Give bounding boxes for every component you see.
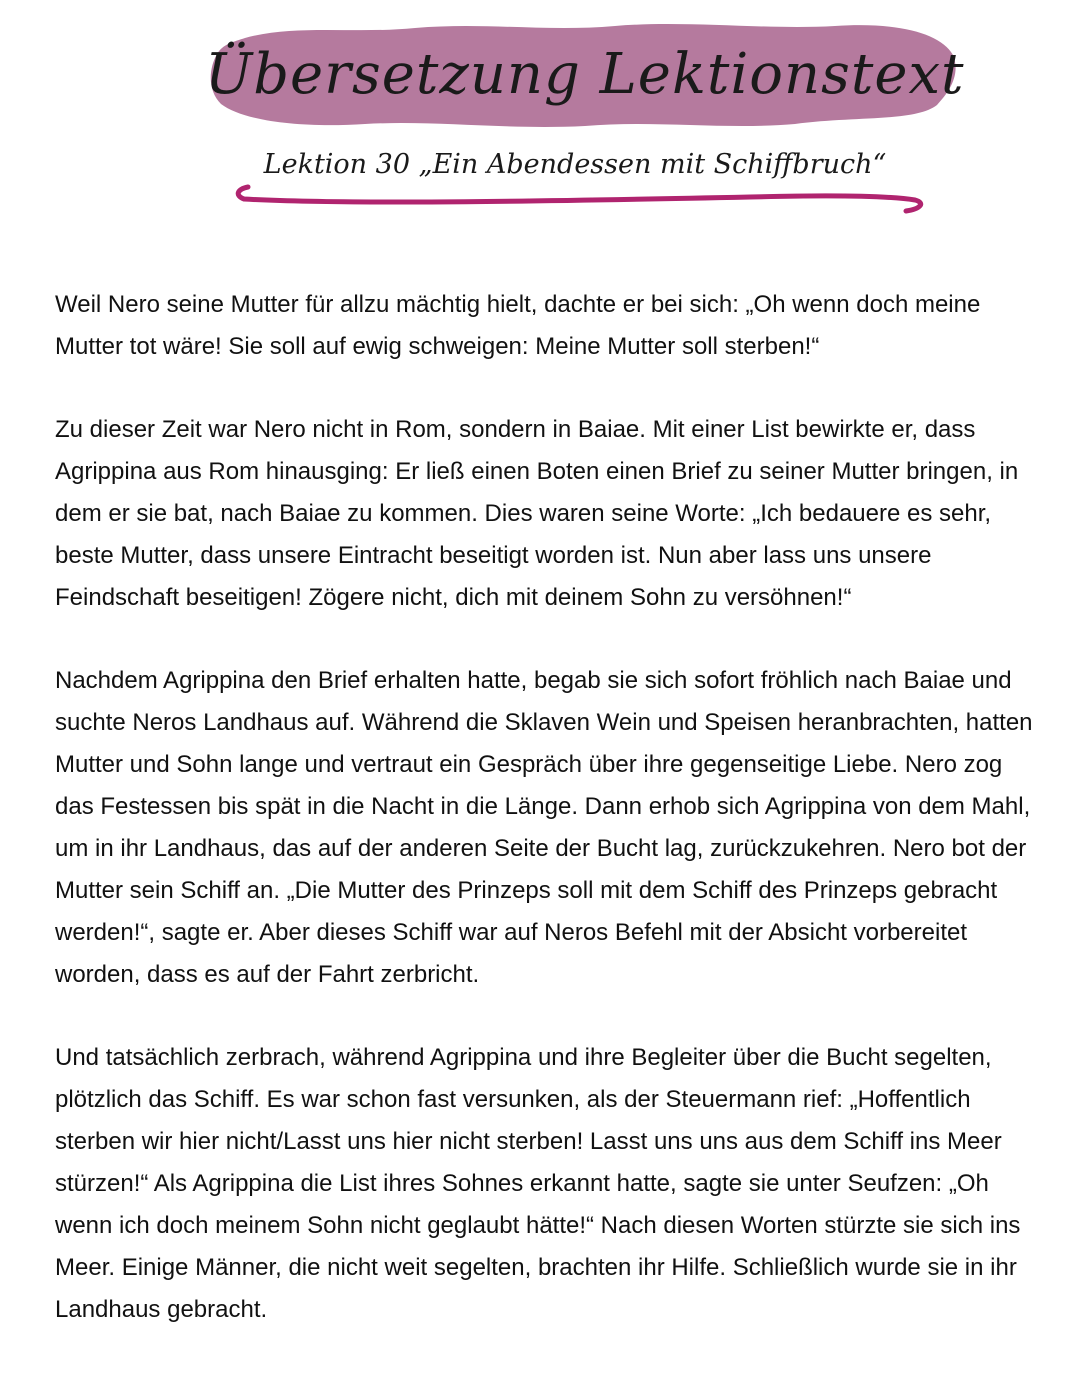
translation-text <box>55 284 1040 1372</box>
subtitle-underline <box>230 165 930 225</box>
paragraph-4: Und tatsächlich zerbrach, während Agrippina und ihre Begleiter über die Bucht segelten, plötzlich das Schiff. Es war schon fast versunken, als der Steuermann rief: „Hoffentlich sterben wir hier nicht/Lasst uns hier nicht sterben! Lasst uns uns aus dem Schiff ins Meer stürzen!“ Als Agrippina die List ihres Sohnes erkannt hatte, sagte sie unter Seufzen: „Oh wenn ich doch meinem Sohn nicht geglaubt hätte!“ Nach diesen Worten stürzte sie sich ins Meer. Einige Männer, die nicht weit segelten, brachten ihr Hilfe. Schließlich wurde sie in ihr Landhaus gebracht. <box>55 1044 1021 1323</box>
page-subtitle: Lektion 30 „Ein Abendessen mit Schiffbruch“ <box>263 149 887 180</box>
paragraph-2: Zu dieser Zeit war Nero nicht in Rom, sondern in Baiae. Mit einer List bewirkte er, dass Agrippina aus Rom hinausging: Er ließ einen Boten einen Brief zu seiner Mutter bringen, in dem er sie bat, nach Baiae zu kommen. Dies waren seine Worte: „Ich bedauere es sehr, beste Mutter, dass unsere Eintracht beseitigt worden ist. Nun aber lass uns unsere Feindschaft beseitigen! Zögere nicht, dich mit deinem Sohn zu versöhnen!“ <box>55 416 1019 611</box>
paragraph-1: Weil Nero seine Mutter für allzu mächtig hielt, dachte er bei sich: „Oh wenn doch meine Mutter tot wäre! Sie soll auf ewig schweigen: Meine Mutter soll sterben!“ <box>55 291 981 360</box>
page-title: Übersetzung Lektionstext <box>205 42 965 107</box>
paragraph-3: Nachdem Agrippina den Brief erhalten hatte, begab sie sich sofort fröhlich nach Baiae und suchte Neros Landhaus auf. Während die Sklaven Wein und Speisen heranbrachten, hatten Mutter und Sohn lange und vertraut ein Gespräch über ihre gegenseitige Liebe. Nero zog das Festessen bis spät in die Nacht in die Länge. Dann erhob sich Agrippina von dem Mahl, um in ihr Landhaus, das auf der anderen Seite der Bucht lag, zurückzukehren. Nero bot der Mutter sein Schiff an. „Die Mutter des Prinzeps soll mit dem Schiff des Prinzeps gebracht werden!“, sagte er. Aber dieses Schiff war auf Neros Befehl mit der Absicht vorbereitet worden, dass es auf der Fahrt zerbricht. <box>55 667 1033 988</box>
header <box>0 0 1080 230</box>
